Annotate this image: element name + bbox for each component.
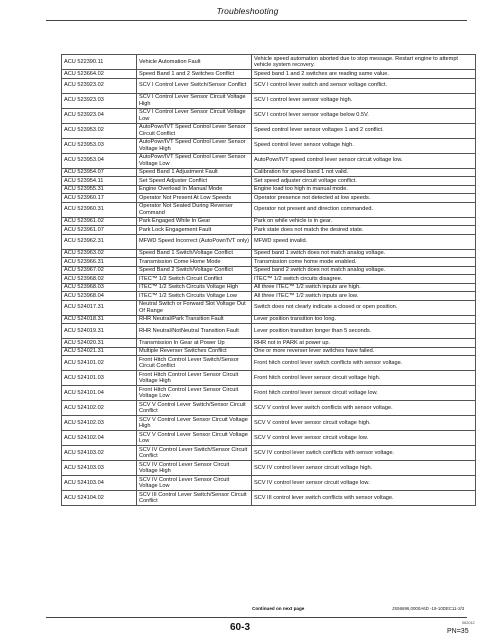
table-row	[62, 371, 476, 386]
description-cell: Speed Band 1 and 2 Switches Conflict	[137, 70, 252, 79]
header-divider	[46, 20, 467, 21]
table-row	[62, 93, 476, 108]
page-header-title: Troubleshooting	[216, 6, 279, 16]
description-cell: SCV IV Control Lever Switch/Sensor Circuit Conflict	[137, 446, 252, 461]
table-row	[62, 476, 476, 491]
code-cell: ACU 524103.03	[62, 461, 137, 476]
table-row	[62, 416, 476, 431]
description-cell: AutoPowr/IVT Speed Control Lever Sensor Voltage Low	[137, 153, 252, 168]
meaning-cell: Speed band 1 and 2 switches are reading same value.	[252, 70, 476, 79]
description-cell: SCV I Control Lever Switch/Sensor Conflict	[137, 78, 252, 93]
table-row	[62, 108, 476, 123]
table-row	[62, 461, 476, 476]
description-cell: AutoPowr/IVT Speed Control Lever Sensor Circuit Conflict	[137, 123, 252, 138]
meaning-cell: One or more reverser lever switches have failed.	[252, 347, 476, 356]
table-row	[62, 185, 476, 194]
meaning-cell: Lever position transition longer than 5 seconds.	[252, 324, 476, 339]
code-cell: ACU 524019.31	[62, 324, 137, 339]
code-cell: ACU 523961.02	[62, 217, 137, 226]
description-cell: MFWD Speed Incorrect (AutoPowr/IVT only)	[137, 234, 252, 249]
code-cell: ACU 523968.04	[62, 292, 137, 301]
table-row	[62, 275, 476, 284]
meaning-cell: Front hitch control lever switch conflicts with sensor voltage.	[252, 356, 476, 371]
description-cell: SCV V Control Lever Sensor Circuit Voltage Low	[137, 431, 252, 446]
description-cell: Transmission In Gear at Power Up	[137, 339, 252, 348]
code-cell: ACU 524103.04	[62, 476, 137, 491]
footer-divider	[46, 617, 467, 618]
meaning-cell: MFWD speed invalid.	[252, 234, 476, 249]
code-cell: ACU 524020.31	[62, 339, 137, 348]
meaning-cell: SCV I control lever sensor voltage high.	[252, 93, 476, 108]
table-row	[62, 266, 476, 275]
table-row	[62, 258, 476, 267]
page-number: 60-3	[230, 622, 251, 633]
meaning-cell: Speed control lever sensor voltages 1 and 2 conflict.	[252, 123, 476, 138]
table-row	[62, 70, 476, 79]
table-row	[62, 138, 476, 153]
description-cell: SCV V Control Lever Switch/Sensor Circuit Conflict	[137, 401, 252, 416]
table-row	[62, 234, 476, 249]
code-cell: ACU 523967.02	[62, 266, 137, 275]
code-cell: ACU 524102.02	[62, 401, 137, 416]
description-cell: ITEC™ 1/2 Switch Circuit Conflict	[137, 275, 252, 284]
code-cell: ACU 524018.31	[62, 315, 137, 324]
meaning-cell: Set speed adjuster circuit voltage conflict.	[252, 177, 476, 186]
table-row	[62, 491, 476, 506]
table-row	[62, 194, 476, 203]
code-cell: ACU 524101.04	[62, 386, 137, 401]
meaning-cell: SCV IV control lever sensor circuit voltage high.	[252, 461, 476, 476]
code-cell: ACU 524102.04	[62, 431, 137, 446]
description-cell: AutoPowr/IVT Speed Control Lever Sensor Voltage High	[137, 138, 252, 153]
diagnostic-codes-table	[61, 54, 476, 506]
code-cell: ACU 523960.17	[62, 194, 137, 203]
table-row	[62, 431, 476, 446]
code-cell: ACU 523968.03	[62, 283, 137, 292]
table-row	[62, 249, 476, 258]
description-cell: ITEC™ 1/2 Switch Circuits Voltage Low	[137, 292, 252, 301]
code-cell: ACU 524101.03	[62, 371, 137, 386]
description-cell: Front Hitch Control Lever Sensor Circuit Voltage Low	[137, 386, 252, 401]
description-cell: SCV III Control Lever Switch/Sensor Circuit Conflict	[137, 491, 252, 506]
code-cell: ACU 524102.03	[62, 416, 137, 431]
table-row	[62, 177, 476, 186]
meaning-cell: Operator not present and direction commanded.	[252, 202, 476, 217]
table-row	[62, 401, 476, 416]
table-row	[62, 446, 476, 461]
code-cell: ACU 523962.31	[62, 234, 137, 249]
description-cell: SCV I Control Lever Sensor Circuit Voltage Low	[137, 108, 252, 123]
table-row	[62, 202, 476, 217]
description-cell: Transmission Come Home Mode	[137, 258, 252, 267]
description-cell: Engine Overload In Manual Mode	[137, 185, 252, 194]
description-cell: Speed Band 1 Switch/Voltage Conflict	[137, 249, 252, 258]
code-cell: ACU 523961.07	[62, 226, 137, 235]
description-cell: Park Engaged While In Gear	[137, 217, 252, 226]
table-row	[62, 356, 476, 371]
description-cell: Front Hitch Control Lever Switch/Sensor Circuit Conflict	[137, 356, 252, 371]
description-cell: SCV V Control Lever Sensor Circuit Voltage High	[137, 416, 252, 431]
description-cell: Speed Band 2 Switch/Voltage Conflict	[137, 266, 252, 275]
diagnostic-codes-body	[62, 55, 476, 506]
table-row	[62, 217, 476, 226]
description-cell: Operator Not Present At Low Speeds	[137, 194, 252, 203]
table-row	[62, 324, 476, 339]
description-cell: Neutral Switch or Forward Slot Voltage Out Of Range	[137, 300, 252, 315]
meaning-cell: Speed band 2 switch does not match analog voltage.	[252, 266, 476, 275]
description-cell: Speed Band 1 Adjustment Fault	[137, 168, 252, 177]
meaning-cell: SCV I control lever sensor voltage below 0.5V.	[252, 108, 476, 123]
code-cell: ACU 523954.11	[62, 177, 137, 186]
code-cell: ACU 524101.02	[62, 356, 137, 371]
meaning-cell: SCV I control lever switch and sensor voltage conflict.	[252, 78, 476, 93]
code-cell: ACU 523953.02	[62, 123, 137, 138]
code-cell: ACU 522390.11	[62, 55, 137, 70]
meaning-cell: Vehicle speed automation aborted due to stop message. Restart engine to attempt vehicle system recovery.	[252, 55, 476, 70]
description-cell: SCV IV Control Lever Sensor Circuit Voltage Low	[137, 476, 252, 491]
code-cell: ACU 523966.31	[62, 258, 137, 267]
description-cell: RHR Neutral/Park Transition Fault	[137, 315, 252, 324]
description-cell: ITEC™ 1/2 Switch Circuits Voltage High	[137, 283, 252, 292]
table-row	[62, 292, 476, 301]
meaning-cell: Calibration for speed band 1 not valid.	[252, 168, 476, 177]
meaning-cell: All three ITEC™ 1/2 switch inputs are high.	[252, 283, 476, 292]
meaning-cell: Transmission come home mode enabled.	[252, 258, 476, 267]
meaning-cell: SCV V control lever sensor circuit voltage high.	[252, 416, 476, 431]
meaning-cell: Speed band 1 switch does not match analog voltage.	[252, 249, 476, 258]
code-cell: ACU 523923.02	[62, 78, 137, 93]
code-cell: ACU 523923.03	[62, 93, 137, 108]
code-cell: ACU 523953.03	[62, 138, 137, 153]
description-cell: Set Speed Adjuster Conflict	[137, 177, 252, 186]
table-row	[62, 347, 476, 356]
table-row	[62, 55, 476, 70]
code-cell: ACU 524021.31	[62, 347, 137, 356]
meaning-cell: RHR not in PARK at power up.	[252, 339, 476, 348]
table-row	[62, 123, 476, 138]
table-row	[62, 226, 476, 235]
meaning-cell: Switch does not clearly indicate a closed or open position.	[252, 300, 476, 315]
meaning-cell: Speed control lever sensor voltage high.	[252, 138, 476, 153]
meaning-cell: Front hitch control lever sensor circuit voltage low.	[252, 386, 476, 401]
code-cell: ACU 524103.02	[62, 446, 137, 461]
description-cell: Park Lock Engagement Fault	[137, 226, 252, 235]
code-cell: ACU 523923.04	[62, 108, 137, 123]
description-cell: Multiple Reverser Switches Conflict	[137, 347, 252, 356]
description-cell: SCV I Control Lever Sensor Circuit Voltage High	[137, 93, 252, 108]
table-row	[62, 168, 476, 177]
table-row	[62, 339, 476, 348]
code-cell: ACU 523664.02	[62, 70, 137, 79]
description-cell: Operator Not Seated During Reverser Command	[137, 202, 252, 217]
description-cell: RHR Neutral/NotNeutral Transition Fault	[137, 324, 252, 339]
meaning-cell: SCV III control lever switch conflicts with sensor voltage.	[252, 491, 476, 506]
description-cell: Vehicle Automation Fault	[137, 55, 252, 70]
code-cell: ACU 523960.31	[62, 202, 137, 217]
description-cell: Front Hitch Control Lever Sensor Circuit Voltage High	[137, 371, 252, 386]
meaning-cell: Front hitch control lever sensor circuit voltage high.	[252, 371, 476, 386]
table-row	[62, 153, 476, 168]
meaning-cell: SCV IV control lever sensor circuit voltage low.	[252, 476, 476, 491]
table-row	[62, 300, 476, 315]
code-cell: ACU 523953.04	[62, 153, 137, 168]
code-cell: ACU 523954.07	[62, 168, 137, 177]
code-cell: ACU 524104.02	[62, 491, 137, 506]
document-id: JS56696,0000A6D -19-10DEC11-2/3	[392, 606, 465, 611]
meaning-cell: Operator presence not detected at low speeds.	[252, 194, 476, 203]
meaning-cell: Park state does not match the desired state.	[252, 226, 476, 235]
meaning-cell: ITEC™ 1/2 switch circuits disagree.	[252, 275, 476, 284]
meaning-cell: SCV V control lever sensor circuit voltage low.	[252, 431, 476, 446]
meaning-cell: SCV IV control lever switch conflicts with sensor voltage.	[252, 446, 476, 461]
meaning-cell: Lever position transition too long.	[252, 315, 476, 324]
code-cell: ACU 524017.31	[62, 300, 137, 315]
meaning-cell: SCV V control lever switch conflicts with sensor voltage.	[252, 401, 476, 416]
table-row	[62, 315, 476, 324]
table-row	[62, 78, 476, 93]
code-cell: ACU 523963.02	[62, 249, 137, 258]
date-code: 062012	[462, 621, 475, 625]
meaning-cell: Park on while vehicle is in gear.	[252, 217, 476, 226]
table-row	[62, 283, 476, 292]
meaning-cell: AutoPowr/IVT speed control lever sensor circuit voltage low.	[252, 153, 476, 168]
table-row	[62, 386, 476, 401]
code-cell: ACU 523968.02	[62, 275, 137, 284]
meaning-cell: All three ITEC™ 1/2 switch inputs are low.	[252, 292, 476, 301]
code-cell: ACU 523955.31	[62, 185, 137, 194]
pn-label: PN=35	[447, 628, 469, 635]
meaning-cell: Engine load too high in manual mode.	[252, 185, 476, 194]
description-cell: SCV IV Control Lever Sensor Circuit Voltage High	[137, 461, 252, 476]
continued-note: Continued on next page	[252, 606, 305, 611]
